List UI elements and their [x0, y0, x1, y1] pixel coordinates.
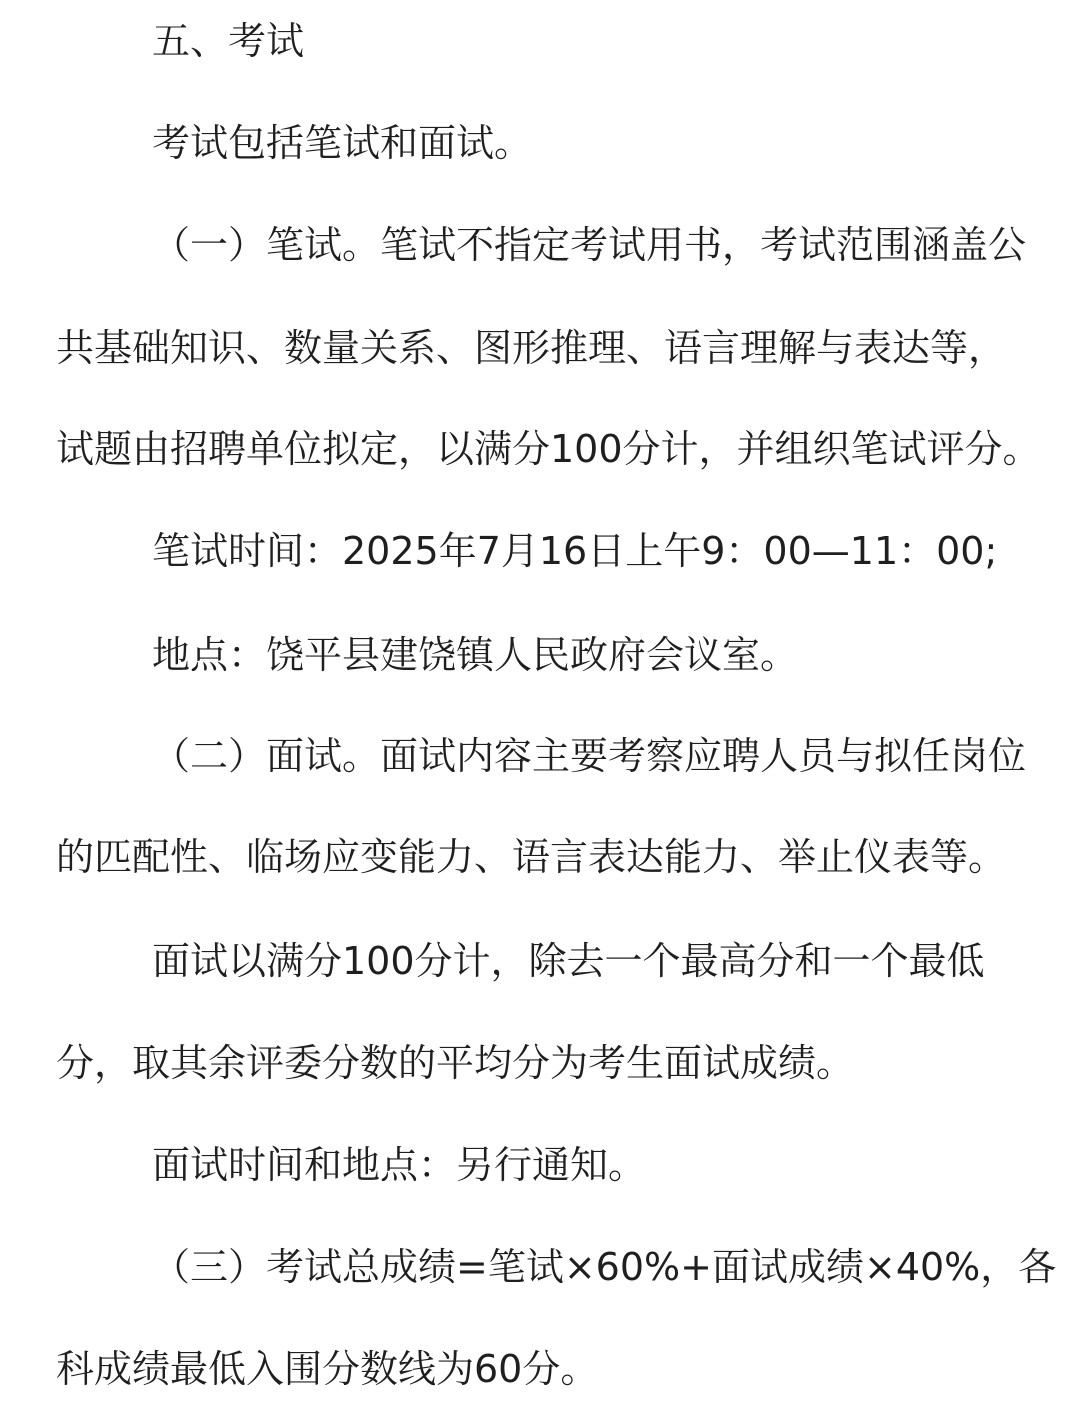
interview-line-2: 的匹配性、临场应变能力、语言表达能力、举止仪表等。 [56, 835, 1007, 879]
interview-score-line-2: 分，取其余评委分数的平均分为考生面试成绩。 [56, 1041, 855, 1085]
written-exam-place: 地点：饶平县建饶镇人民政府会议室。 [152, 633, 799, 677]
written-exam-line-2: 共基础知识、数量关系、图形推理、语言理解与表达等， [56, 326, 1007, 370]
total-score-line-1: （三）考试总成绩=笔试×60%+面试成绩×40%，各 [152, 1245, 1057, 1289]
total-score-line-2: 科成绩最低入围分数线为60分。 [56, 1347, 599, 1391]
written-exam-line-3: 试题由招聘单位拟定，以满分100分计，并组织笔试评分。 [56, 427, 1041, 471]
written-exam-time: 笔试时间：2025年7月16日上午9：00—11：00; [152, 529, 998, 573]
written-exam-line-1: （一）笔试。笔试不指定考试用书，考试范围涵盖公 [152, 223, 1027, 267]
interview-line-1: （二）面试。面试内容主要考察应聘人员与拟任岗位 [152, 734, 1027, 778]
section-heading: 五、考试 [152, 19, 305, 63]
interview-score-line-1: 面试以满分100分计，除去一个最高分和一个最低 [152, 939, 985, 983]
interview-time-place: 面试时间和地点：另行通知。 [152, 1143, 647, 1187]
intro-paragraph: 考试包括笔试和面试。 [152, 121, 533, 165]
